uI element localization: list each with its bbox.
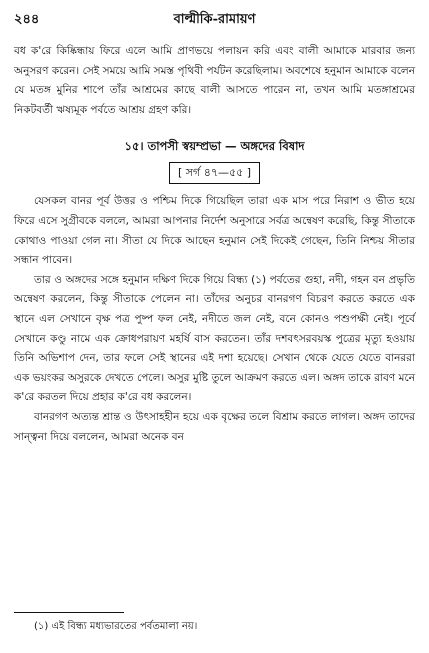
page-header xyxy=(14,10,415,32)
paragraph: বানরগণ অত্যন্ত শ্রান্ত ও উৎসাহহীন হয়ে এক বৃক্ষের তলে বিশ্রাম করতে লাগল। অঙ্গদ তাদের সান্ত্বনা দিয়ে বললেন, আমরা অনেক বন xyxy=(14,410,415,443)
sarga-range xyxy=(14,162,415,184)
paragraph-continued: বধ ক'রে কিষ্কিন্ধায় ফিরে এলে আমি প্রাণভয়ে পলায়ন করি এবং বালী আমাকে মারবার জন্য অনুসরণ করেন। সেই সময়ে আমি সমস্ত পৃথিবী পর্যটন করেছিলাম। অবশেষে হনুমান আমাকে বলেন যে মতঙ্গ মুনির শাপে তাঁর আশ্রমের কাছে বালী আসতে পারেন না, তখন আমি মতঙ্গাশ্রমের নিকটবর্তী ঋষ্যমূক পর্বতে আশ্রয় গ্রহণ করি। xyxy=(14,45,415,116)
section-body xyxy=(14,192,415,447)
sarga-label: [ সর্গ ৪৭—৫৫ ] xyxy=(169,162,260,184)
footnote: (১) এই বিন্ধ্য মধ্যভারতের পর্বতমালা নয়। xyxy=(34,621,198,632)
section-title: ১৫। তাপসী স্বয়ম্প্রভা — অঙ্গদের বিষাদ xyxy=(124,139,305,154)
running-title: বাল্মীকি-রামায়ণ xyxy=(173,12,256,27)
paragraph: যেসকল বানর পূর্ব উত্তর ও পশ্চিম দিকে গিয়েছিল তারা এক মাস পরে নিরাশ ও ভীত হয়ে ফিরে এসে সুগ্রীবকে বললে, আমরা আপনার নির্দেশ অনুসারে সর্বত্র অন্বেষণ করেছি, কিন্তু সীতাকে কোথাও পাওয়া গেল না। সীতা যে দিকে আছেন হনুমান সেই দিকেই গেছেন, তিনি নিশ্চয় সীতার সন্ধান পাবেন। xyxy=(14,195,415,267)
paragraph: তার ও অঙ্গদের সঙ্গে হনুমান দক্ষিণ দিকে গিয়ে বিন্ধ্য (১) পর্বতের গুহা, নদী, গহন বন প্রভৃতি অন্বেষণ করলেন, কিন্তু সীতাকে পেলেন না। তাঁদের অনুচর বানরগণ বিচরণ করতে করতে এক স্থানে এল সেখানে বৃক্ষ পত্র পুষ্প ফল নেই, নদীতে জল নেই, বনে কোনও পশুপক্ষী নেই। পূর্বে সেখানে কণ্ডু নামে এক ক্রোধপরায়ণ মহর্ষি বাস করতেন। তাঁর দশবৎসরবয়স্ক পুত্রের মৃত্যু হওয়ায় তিনি অভিশাপ দেন, তার ফলে সেই স্থানের এই দশা হয়েছে। সেখান থেকে যেতে যেতে বানররা এক ভয়ংকর অসুরকে দেখতে পেলে। অসুর মুষ্টি তুলে আক্রমণ করতে এল। অঙ্গদ তাকে রাবণ মনে ক'রে করতল দিয়ে প্রহার ক'রে বধ করলেন। xyxy=(14,273,415,404)
page-number: ২৪৪ xyxy=(14,12,40,27)
document-page xyxy=(14,10,415,643)
footnote-rule xyxy=(14,612,124,613)
